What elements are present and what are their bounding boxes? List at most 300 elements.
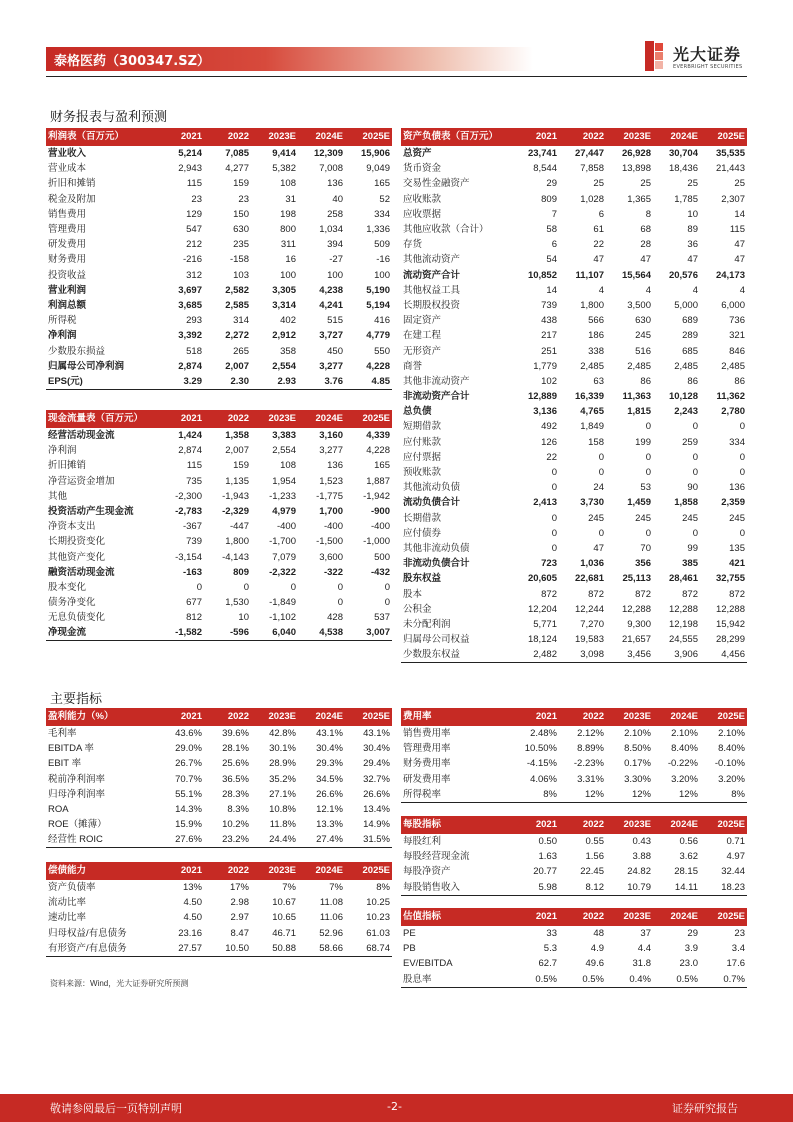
cell-value: -900 — [370, 506, 390, 518]
row-label: 每股净资产 — [403, 866, 451, 878]
cell-value: 23.2% — [204, 832, 251, 848]
cell-value: 12,204 — [527, 603, 557, 615]
table-row — [401, 880, 747, 896]
cell-value: 199 — [635, 436, 651, 448]
table-row — [401, 556, 747, 571]
cell-value: 58.66 — [298, 941, 345, 957]
table-header-row — [401, 128, 747, 146]
page-number: -2- — [387, 1100, 402, 1113]
row-label: 货币资金 — [403, 163, 442, 175]
table-row — [46, 374, 392, 390]
row-label: 净资本支出 — [48, 521, 96, 533]
cell-value: 4.06% — [530, 773, 557, 785]
cell-value: 12,244 — [574, 603, 604, 615]
cell-value: 293 — [186, 315, 202, 327]
cell-value: 12,198 — [668, 618, 698, 630]
row-label: 利润表（百万元） — [46, 128, 157, 146]
cell-value: 0.17% — [624, 758, 651, 770]
cell-value: 5,382 — [272, 163, 296, 175]
cell-value: 47 — [687, 254, 698, 266]
table-row — [46, 268, 392, 283]
cell-value: 37 — [640, 928, 651, 940]
cell-value: 7 — [551, 208, 557, 220]
cell-value: 0 — [290, 581, 296, 593]
cell-value: 0 — [645, 527, 651, 539]
cell-value: 4.50 — [183, 912, 202, 924]
cell-value: 8.50% — [624, 743, 651, 755]
cell-value: -2.23% — [573, 758, 604, 770]
cell-value: 47 — [640, 254, 651, 266]
cell-value: 4,241 — [319, 299, 343, 311]
cell-value: 0.5% — [653, 972, 700, 988]
cell-value: 416 — [374, 315, 390, 327]
cell-value: 35,535 — [715, 148, 745, 160]
row-label: 非流动资产合计 — [403, 391, 470, 403]
row-label: 归属母公司净利润 — [48, 360, 125, 372]
cell-value: 23.16 — [178, 927, 202, 939]
cell-value: 25 — [640, 178, 651, 190]
row-label: 净现金流 — [46, 625, 157, 641]
cell-value: 62.7 — [538, 958, 557, 970]
balance-sheet-table — [401, 128, 747, 663]
row-label: 股本 — [403, 588, 423, 600]
cell-value: 1,523 — [319, 475, 343, 487]
cell-value: 115 — [186, 178, 202, 190]
cell-value: 2,485 — [721, 360, 745, 372]
cell-value: 4,979 — [272, 506, 296, 518]
cell-value: 29.3% — [316, 758, 343, 770]
cell-value: 29 — [546, 178, 557, 190]
cell-value: 8% — [512, 787, 559, 803]
table-row — [46, 252, 392, 267]
row-label: 其他非流动资产 — [403, 375, 470, 387]
cell-value: 1,800 — [225, 536, 249, 548]
cell-value: 3.62 — [679, 851, 698, 863]
cell-value: 311 — [280, 239, 296, 251]
table-row — [46, 832, 392, 848]
row-label: 投资收益 — [48, 269, 87, 281]
cell-value: 32.44 — [721, 866, 745, 878]
cell-value: 12,889 — [527, 391, 557, 403]
table-row — [401, 726, 747, 741]
cell-value: 1,365 — [627, 193, 651, 205]
cell-value: 8.3% — [227, 804, 249, 816]
cell-value: 1,849 — [580, 421, 604, 433]
cell-value: 217 — [541, 330, 557, 342]
row-label: 估值指标 — [401, 908, 512, 926]
cell-value: 0.5% — [559, 972, 606, 988]
table-row — [401, 374, 747, 389]
solvency-table — [46, 862, 392, 957]
row-label: 每股销售收入 — [401, 880, 512, 896]
cell-value: 9,049 — [366, 163, 390, 175]
cell-value: 2022 — [204, 128, 251, 146]
cell-value: 3,277 — [319, 360, 343, 372]
cell-value: 4,277 — [225, 163, 249, 175]
row-label: 其他流动负债 — [403, 482, 461, 494]
row-label: 其他资产变化 — [48, 551, 106, 563]
row-label: PB — [403, 943, 416, 955]
cell-value: 28,461 — [668, 573, 698, 585]
cell-value: 150 — [233, 208, 249, 220]
cell-value: 5,000 — [674, 299, 698, 311]
cell-value: 1,815 — [627, 406, 651, 418]
row-label: 利润总额 — [48, 299, 87, 311]
cell-value: 421 — [729, 558, 745, 570]
cell-value: -400 — [323, 521, 343, 533]
cell-value: 736 — [729, 315, 745, 327]
cell-value: 356 — [635, 558, 651, 570]
cell-value: 2025E — [345, 410, 392, 428]
cell-value: 28.15 — [674, 866, 698, 878]
row-label: 研发费用率 — [403, 773, 451, 785]
cell-value: 3,392 — [178, 330, 202, 342]
cell-value: 17% — [229, 882, 249, 894]
cell-value: 89 — [687, 224, 698, 236]
cell-value: 30.1% — [269, 743, 296, 755]
cell-value: -400 — [370, 521, 390, 533]
cell-value: 1.56 — [585, 851, 604, 863]
cell-value: -4,143 — [222, 551, 249, 563]
row-label: PE — [403, 928, 416, 940]
cell-value: 245 — [588, 512, 604, 524]
cell-value: -27 — [329, 254, 343, 266]
cell-value: 500 — [374, 551, 390, 563]
cell-value: 126 — [541, 436, 557, 448]
cell-value: 11,363 — [622, 391, 651, 403]
row-label: 归属母公司权益 — [403, 634, 470, 646]
row-label: ROE（摊薄） — [48, 819, 107, 831]
cell-value: 2024E — [298, 862, 345, 880]
cell-value: 1,530 — [225, 597, 249, 609]
cell-value: 3.29 — [157, 374, 204, 390]
cell-value: 0 — [692, 467, 698, 479]
cell-value: 31 — [285, 193, 296, 205]
cell-value: 550 — [374, 345, 390, 357]
cell-value: 4 — [645, 284, 651, 296]
cell-value: 0.50 — [538, 836, 557, 848]
table-row — [46, 550, 392, 565]
cell-value: 2,272 — [225, 330, 249, 342]
cell-value: 24,173 — [715, 269, 745, 281]
cell-value: 159 — [233, 178, 249, 190]
cell-value: 8.89% — [577, 743, 604, 755]
row-label: 每股红利 — [403, 836, 442, 848]
cell-value: 2,485 — [627, 360, 651, 372]
cell-value: 3,136 — [533, 406, 557, 418]
cell-value: 872 — [588, 588, 604, 600]
cell-value: 0 — [551, 482, 557, 494]
table-header-row — [46, 410, 392, 428]
cell-value: 12.1% — [316, 804, 343, 816]
row-label: 营业成本 — [48, 163, 87, 175]
table-row — [46, 895, 392, 910]
cell-value: 68.74 — [345, 941, 392, 957]
logo-mark-icon — [645, 41, 665, 71]
section-title-indicators: 主要指标 — [50, 692, 103, 707]
cell-value: 13.4% — [363, 804, 390, 816]
row-label: 其他权益工具 — [403, 284, 461, 296]
cell-value: 3.20% — [671, 773, 698, 785]
cell-value: 2023E — [606, 908, 653, 926]
cell-value: 135 — [729, 542, 745, 554]
cell-value: 32.7% — [363, 773, 390, 785]
cell-value: -1,000 — [363, 536, 390, 548]
cell-value: 13,898 — [621, 163, 651, 175]
cell-value: 2024E — [298, 410, 345, 428]
cell-value: 14 — [734, 208, 745, 220]
table-row — [401, 283, 747, 298]
cell-value: 43.6% — [175, 728, 202, 740]
row-label: 其他应收款（合计） — [403, 224, 489, 236]
table-row — [401, 359, 747, 374]
row-label: 未分配利润 — [403, 618, 451, 630]
cell-value: -2,329 — [222, 506, 249, 518]
cell-value: 4.85 — [345, 374, 392, 390]
row-label: 流动负债合计 — [403, 497, 461, 509]
cell-value: 4,538 — [298, 625, 345, 641]
row-label: 长期借款 — [403, 512, 442, 524]
cell-value: 70 — [640, 542, 651, 554]
cell-value: 2021 — [512, 128, 559, 146]
cell-value: 35.2% — [269, 773, 296, 785]
table-row — [401, 926, 747, 941]
cell-value: 40 — [332, 193, 343, 205]
row-label: 费用率 — [401, 708, 512, 726]
cell-value: 3,277 — [319, 445, 343, 457]
cell-value: 58 — [546, 224, 557, 236]
cell-value: 265 — [233, 345, 249, 357]
row-label: 存货 — [403, 239, 423, 251]
table-row — [46, 926, 392, 941]
cell-value: -158 — [229, 254, 249, 266]
table-row — [46, 595, 392, 610]
row-label: 应收票据 — [403, 208, 442, 220]
cell-value: 100 — [280, 269, 296, 281]
cell-value: 12,288 — [668, 603, 698, 615]
row-label: 应收账款 — [403, 193, 442, 205]
cell-value: 450 — [327, 345, 343, 357]
cell-value: 0 — [645, 451, 651, 463]
table-row — [46, 726, 392, 741]
cell-value: 1,700 — [319, 506, 343, 518]
cell-value: 22 — [593, 239, 604, 251]
cell-value: 1,785 — [674, 193, 698, 205]
table-row — [46, 283, 392, 298]
cell-value: 115 — [729, 224, 745, 236]
cell-value: 52 — [379, 193, 390, 205]
cell-value: 723 — [541, 558, 557, 570]
cell-value: 15,942 — [715, 618, 745, 630]
cell-value: 26.6% — [363, 788, 390, 800]
cell-value: 33 — [546, 928, 557, 940]
row-label: 股本变化 — [48, 581, 87, 593]
cell-value: 2023E — [606, 128, 653, 146]
cell-value: 251 — [541, 345, 557, 357]
cell-value: 47 — [734, 254, 745, 266]
cell-value: 13% — [182, 882, 202, 894]
cell-value: 0 — [598, 527, 604, 539]
cell-value: 2021 — [512, 816, 559, 834]
cell-value: 32,755 — [715, 573, 745, 585]
cell-value: 61.03 — [366, 927, 390, 939]
cell-value: -1,102 — [269, 612, 296, 624]
cell-value: 54 — [546, 254, 557, 266]
cell-value: 7,008 — [319, 163, 343, 175]
table-row — [46, 534, 392, 549]
cell-value: 3,383 — [272, 430, 296, 442]
cell-value: 18,436 — [668, 163, 698, 175]
row-label: 毛利率 — [48, 728, 77, 740]
row-label: 固定资产 — [403, 315, 442, 327]
cell-value: 14.3% — [175, 804, 202, 816]
cell-value: 8.40% — [671, 743, 698, 755]
row-label: 净利润 — [48, 445, 77, 457]
cell-value: 70.7% — [175, 773, 202, 785]
row-label: 无息负债变化 — [48, 612, 106, 624]
cell-value: 42.8% — [269, 728, 296, 740]
table-row — [46, 772, 392, 787]
cell-value: 0.7% — [700, 972, 747, 988]
table-row — [401, 480, 747, 495]
cell-value: 492 — [541, 421, 557, 433]
cell-value: 515 — [327, 315, 343, 327]
cell-value: -0.10% — [714, 758, 745, 770]
cell-value: 3,697 — [178, 284, 202, 296]
cell-value: 4,228 — [366, 360, 390, 372]
table-row — [46, 161, 392, 176]
cell-value: 0 — [645, 467, 651, 479]
cell-value: 15.9% — [175, 819, 202, 831]
cell-value: -1,942 — [363, 490, 390, 502]
cell-value: 20.77 — [533, 866, 557, 878]
table-row — [401, 941, 747, 956]
cell-value: 0 — [551, 542, 557, 554]
row-label: 所得税 — [48, 315, 77, 327]
cell-value: 24 — [593, 482, 604, 494]
cell-value: 2022 — [204, 410, 251, 428]
table-row — [46, 802, 392, 817]
cell-value: 10.50% — [524, 743, 557, 755]
cell-value: -367 — [182, 521, 202, 533]
row-label: 短期借款 — [403, 421, 442, 433]
cell-value: 23 — [238, 193, 249, 205]
cell-value: 5.98 — [512, 880, 559, 896]
table-row — [46, 741, 392, 756]
cell-value: 2.48% — [530, 728, 557, 740]
cell-value: 3.4 — [731, 943, 745, 955]
cell-value: 36.5% — [222, 773, 249, 785]
cell-value: 358 — [280, 345, 296, 357]
cell-value: 2,582 — [225, 284, 249, 296]
cell-value: 18.23 — [700, 880, 747, 896]
table-header-row — [46, 128, 392, 146]
cell-value: 2022 — [204, 708, 251, 726]
cell-value: 0 — [337, 597, 343, 609]
cell-value: 68 — [640, 224, 651, 236]
cell-value: 136 — [327, 460, 343, 472]
cell-value: -3,154 — [175, 551, 202, 563]
cell-value: 509 — [374, 239, 390, 251]
table-row — [401, 268, 747, 283]
cell-value: 809 — [541, 193, 557, 205]
row-label: ROA — [48, 804, 69, 816]
row-label: 财务费用率 — [403, 758, 451, 770]
cell-value: 28 — [640, 239, 651, 251]
cell-value: 1,954 — [272, 475, 296, 487]
cell-value: 0 — [551, 467, 557, 479]
cell-value: -2,322 — [269, 566, 296, 578]
cell-value: 2.93 — [251, 374, 298, 390]
cell-value: 0 — [384, 597, 390, 609]
cell-value: 6 — [598, 208, 604, 220]
cell-value: 1,036 — [580, 558, 604, 570]
cell-value: 3,906 — [653, 647, 700, 663]
cell-value: 334 — [374, 208, 390, 220]
cell-value: 1,135 — [225, 475, 249, 487]
table-row — [46, 474, 392, 489]
cell-value: 312 — [186, 269, 202, 281]
cell-value: 2.10% — [671, 728, 698, 740]
cell-value: 2021 — [157, 708, 204, 726]
table-row — [401, 161, 747, 176]
row-label: 折旧摊销 — [48, 460, 87, 472]
cell-value: 47 — [734, 239, 745, 251]
cell-value: 13.3% — [316, 819, 343, 831]
cell-value: 16,339 — [574, 391, 604, 403]
cell-value: 8 — [645, 208, 651, 220]
row-label: 流动比率 — [48, 897, 87, 909]
cell-value: -596 — [204, 625, 251, 641]
cell-value: 2,007 — [225, 360, 249, 372]
cell-value: 0.5% — [512, 972, 559, 988]
row-label: 在建工程 — [403, 330, 442, 342]
cell-value: 0 — [598, 451, 604, 463]
cell-value: 10.67 — [272, 897, 296, 909]
cell-value: 689 — [682, 315, 698, 327]
table-header-row — [401, 816, 747, 834]
cell-value: 108 — [280, 178, 296, 190]
cell-value: 8% — [376, 882, 390, 894]
cell-value: 4,779 — [366, 330, 390, 342]
cell-value: 3,600 — [319, 551, 343, 563]
table-row — [401, 849, 747, 864]
cell-value: 5,190 — [366, 284, 390, 296]
cell-value: 24,555 — [668, 634, 698, 646]
cell-value: -0.22% — [667, 758, 698, 770]
cell-value: 11.8% — [269, 819, 296, 831]
cell-value: 30,704 — [668, 148, 698, 160]
cell-value: 0 — [243, 581, 249, 593]
table-row — [401, 450, 747, 465]
cell-value: 186 — [588, 330, 604, 342]
cell-value: -1,582 — [157, 625, 204, 641]
row-label: 销售费用 — [48, 208, 87, 220]
cell-value: 547 — [186, 224, 202, 236]
cell-value: 20,576 — [668, 269, 698, 281]
logo-name: 光大证券 — [673, 45, 742, 64]
row-label: 盈利能力（%） — [46, 708, 157, 726]
cell-value: 26,928 — [621, 148, 651, 160]
cell-value: 2021 — [157, 410, 204, 428]
table-row — [401, 511, 747, 526]
cell-value: 86 — [734, 375, 745, 387]
cell-value: 0 — [692, 451, 698, 463]
row-label: 商誉 — [403, 360, 423, 372]
cell-value: 3.76 — [298, 374, 345, 390]
table-row — [401, 237, 747, 252]
cell-value: 61 — [593, 224, 604, 236]
